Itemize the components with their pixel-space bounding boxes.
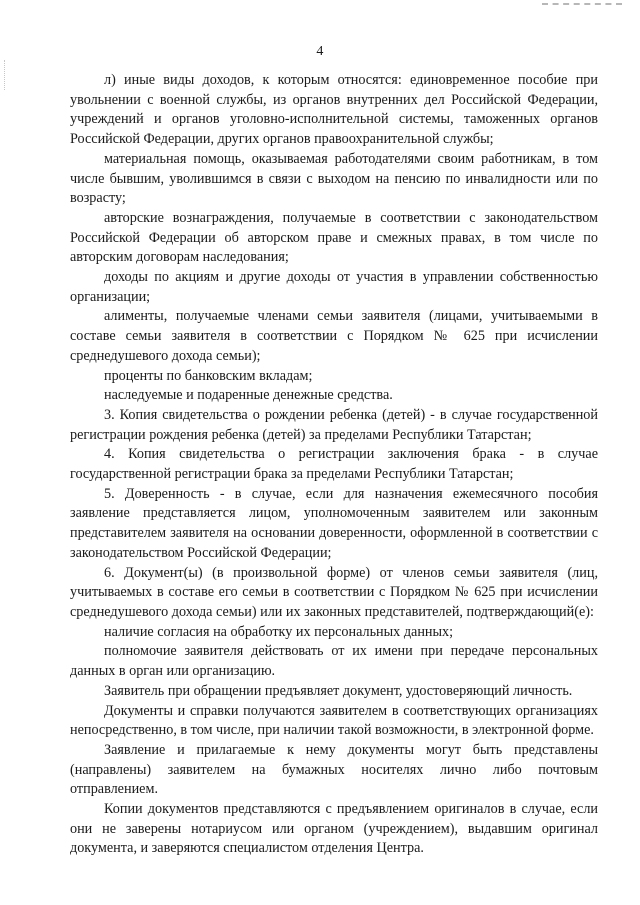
paragraph-item-4: 4. Копия свидетельства о регистрации заключения брака - в случае государственной регистрации брака за пределами Республики Татарстан;: [70, 446, 598, 483]
document-body: [70, 71, 598, 859]
paragraph-other-income: л) иные виды доходов, к которым относятся: единовременное пособие при увольнении с военной службы, из органов внутренних дел Российской Федерации, учреждений и органов уголовно-исполнительной системы, таможенных органов Российской Федерации, других органов правоохранительной службы;: [70, 72, 598, 148]
paragraph-item-3: 3. Копия свидетельства о рождении ребенка (детей) - в случае государственной регистрации рождения ребенка (детей) за пределами Республики Татарстан;: [70, 406, 598, 443]
paragraph-submission: Заявление и прилагаемые к нему документы могут быть представлены (направлены) заявителем на бумажных носителях лично либо почтовым отправлением.: [70, 741, 598, 798]
paragraph-author-fees: авторские вознаграждения, получаемые в соответствии с законодательством Российской Федерации об авторском праве и смежных правах, в том числе по авторским договорам наследования;: [70, 209, 598, 266]
paragraph-share-income: доходы по акциям и другие доходы от участия в управлении собственностью организации;: [70, 269, 598, 305]
paragraph-bank-interest: проценты по банковским вкладам;: [104, 367, 313, 384]
paragraph-item-6: 6. Документ(ы) (в произвольной форме) от членов семьи заявителя (лиц, учитываемых в составе его семьи в соответствии с Порядком № 625 при исчислении среднедушевого дохода семьи) или их законных представителей, подтверждающий(е):: [70, 564, 598, 620]
paragraph-alimony: алименты, получаемые членами семьи заявителя (лицами, учитываемыми в составе семьи заявителя в соответствии с Порядком № 625 при исчислении среднедушевого дохода семьи);: [70, 308, 598, 364]
scan-edge-artifact: [4, 60, 7, 90]
paragraph-material-aid: материальная помощь, оказываемая работодателями своим работникам, в том числе бывшим, уволившимся в связи с выходом на пенсию по инвалидности или по возрасту;: [70, 150, 598, 207]
page-number: 4: [316, 44, 324, 59]
paragraph-consent: наличие согласия на обработку их персональных данных;: [104, 623, 454, 640]
scan-artifact: [542, 3, 622, 8]
paragraph-identity: Заявитель при обращении предъявляет документ, удостоверяющий личность.: [104, 682, 573, 699]
paragraph-item-5: 5. Доверенность - в случае, если для назначения ежемесячного пособия заявление представляется лицом, уполномоченным заявителем или законным представителем заявителя на основании доверенности, оформленной в соответствии с законодательством Российской Федерации;: [70, 485, 598, 561]
paragraph-copies: Копии документов представляются с предъявлением оригиналов в случае, если они не заверены нотариусом или органом (учреждением), выдавшим оригинал документа, и заверяются специалистом отделения Центра.: [70, 801, 598, 857]
paragraph-documents-obtained: Документы и справки получаются заявителем в соответствующих организациях непосредственно, в том числе, при наличии такой возможности, в электронной форме.: [70, 702, 598, 739]
paragraph-authority: полномочие заявителя действовать от их имени при передаче персональных данных в орган или организацию.: [70, 643, 598, 680]
paragraph-inherited-funds: наследуемые и подаренные денежные средства.: [104, 387, 393, 404]
